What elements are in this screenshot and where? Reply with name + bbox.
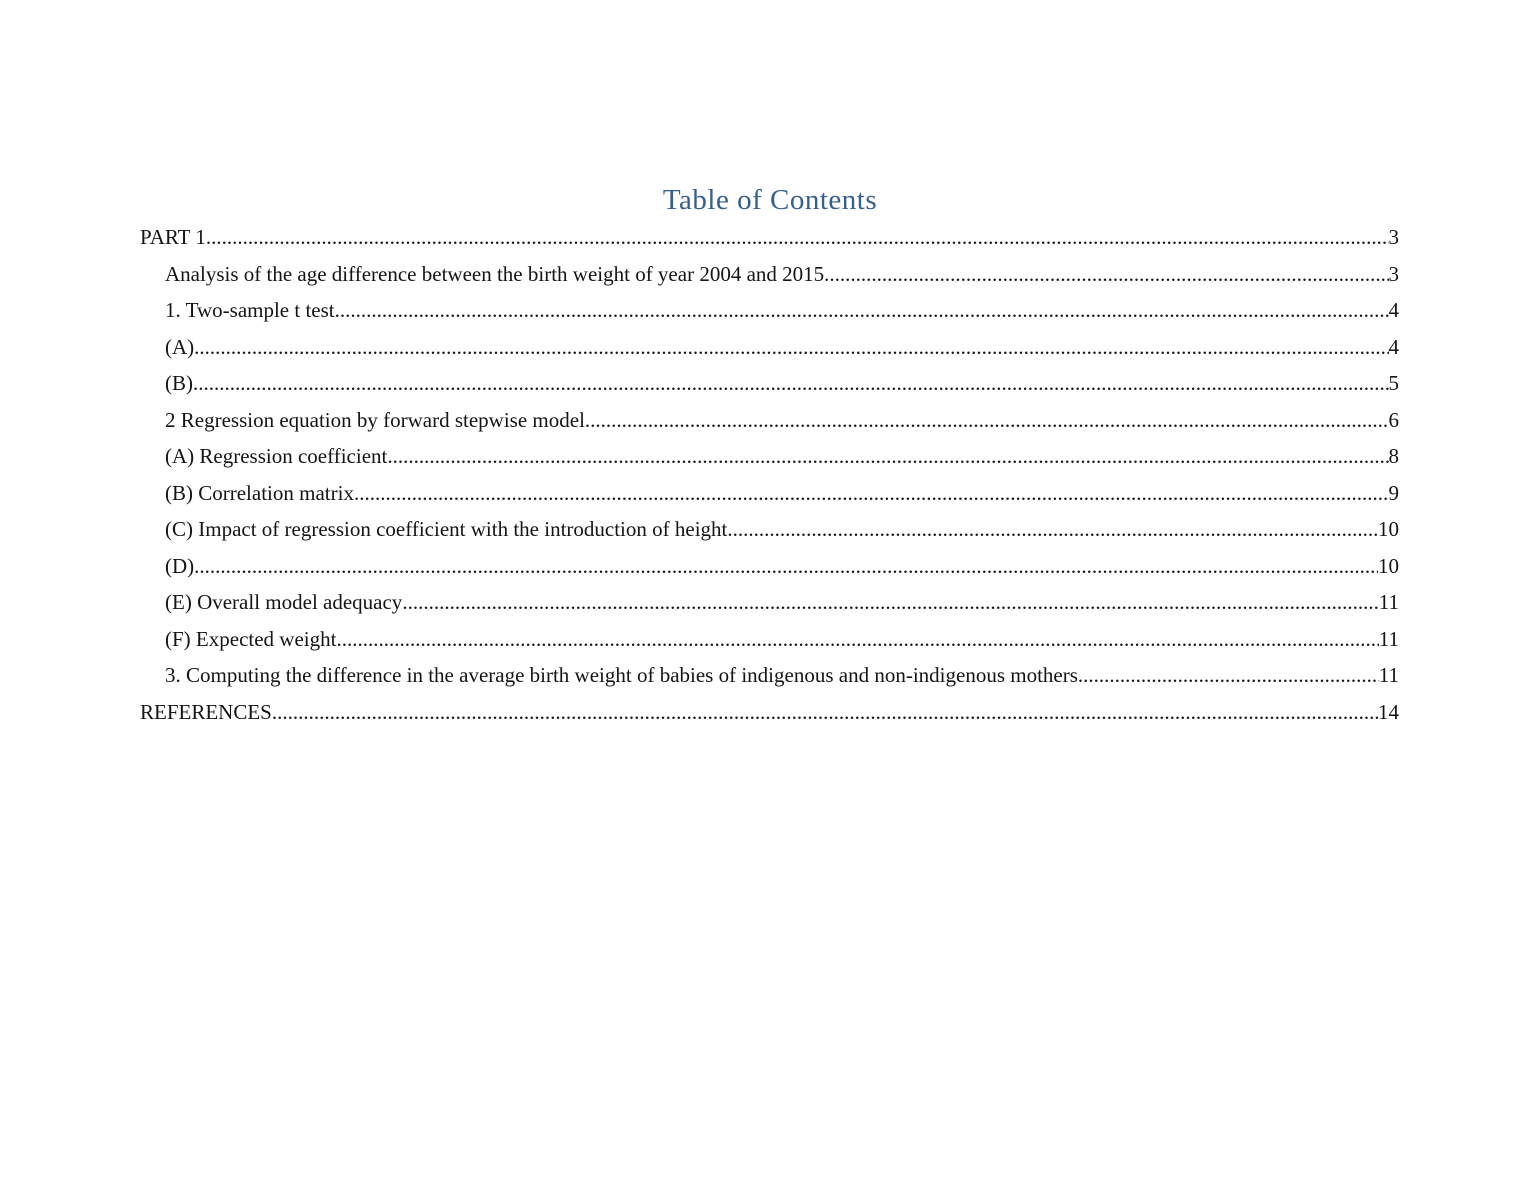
toc-entry-page: 6	[1388, 407, 1399, 432]
toc-entry-label: PART 1	[140, 225, 206, 249]
toc-leader-dots	[585, 402, 1389, 439]
toc-entry-label: (B)	[165, 371, 193, 395]
toc-entry[interactable]	[140, 584, 1399, 621]
toc-entry[interactable]	[140, 511, 1399, 548]
toc-entry-page: 4	[1388, 298, 1399, 322]
toc-entry[interactable]	[140, 329, 1399, 366]
toc-entry[interactable]	[140, 475, 1399, 512]
toc-entry[interactable]	[140, 657, 1399, 694]
toc-leader-dots	[824, 256, 1388, 293]
toc-entry[interactable]	[140, 548, 1399, 585]
toc-entry-page: 9	[1388, 480, 1399, 505]
toc-leader-dots	[354, 475, 1389, 512]
toc-entry-label: (B) Correlation matrix	[165, 480, 354, 505]
toc-entry-page: 14	[1378, 699, 1399, 724]
toc-entry-label: 3. Computing the difference in the average birth weight of babies of indigenous and non-indigenous mothers	[165, 663, 1078, 687]
toc-entry-page: 3	[1388, 261, 1399, 286]
toc-leader-dots	[335, 292, 1389, 329]
toc-leader-dots	[402, 584, 1378, 621]
toc-leader-dots	[336, 621, 1378, 658]
toc-entry-label: 2 Regression equation by forward stepwise model	[165, 407, 585, 432]
toc-entry-label: Analysis of the age difference between the birth weight of year 2004 and 2015	[165, 261, 825, 286]
toc-entry[interactable]	[140, 292, 1399, 329]
toc-entry-page: 11	[1378, 663, 1399, 687]
toc-entry-page: 5	[1388, 371, 1399, 395]
toc-leader-dots	[272, 694, 1378, 731]
toc-entry[interactable]	[140, 694, 1399, 731]
toc-entry-page: 11	[1378, 590, 1399, 614]
toc-entry[interactable]	[140, 621, 1399, 658]
toc-entry-label: (C) Impact of regression coefficient with the introduction of height	[165, 517, 728, 541]
toc-leader-dots	[727, 511, 1378, 548]
toc-leader-dots	[194, 329, 1388, 366]
toc-leader-dots	[193, 365, 1389, 402]
toc-leader-dots	[387, 438, 1388, 475]
toc-list	[140, 219, 1399, 730]
toc-entry-page: 11	[1378, 626, 1399, 651]
toc-entry-page: 3	[1388, 225, 1399, 249]
toc-entry[interactable]	[140, 365, 1399, 402]
toc-leader-dots	[194, 548, 1378, 585]
toc-entry-page: 8	[1388, 444, 1399, 468]
toc-entry-label: (A) Regression coefficient	[165, 444, 388, 468]
toc-entry-page: 4	[1388, 334, 1399, 359]
toc-entry[interactable]	[140, 438, 1399, 475]
toc-entry[interactable]	[140, 256, 1399, 293]
toc-entry-label: 1. Two-sample t test	[165, 298, 335, 322]
toc-leader-dots	[1078, 657, 1379, 694]
toc-entry[interactable]	[140, 402, 1399, 439]
toc-entry-page: 10	[1378, 517, 1399, 541]
toc-entry-page: 10	[1378, 553, 1399, 578]
toc-entry-label: REFERENCES	[140, 699, 272, 724]
toc-leader-dots	[206, 219, 1389, 256]
toc-entry-label: (F) Expected weight	[165, 626, 337, 651]
toc-entry-label: (E) Overall model adequacy	[165, 590, 403, 614]
toc-entry-label: (D)	[165, 553, 195, 578]
toc-entry[interactable]	[140, 219, 1399, 256]
toc-title: Table of Contents	[662, 184, 878, 216]
toc-entry-label: (A)	[165, 334, 195, 359]
